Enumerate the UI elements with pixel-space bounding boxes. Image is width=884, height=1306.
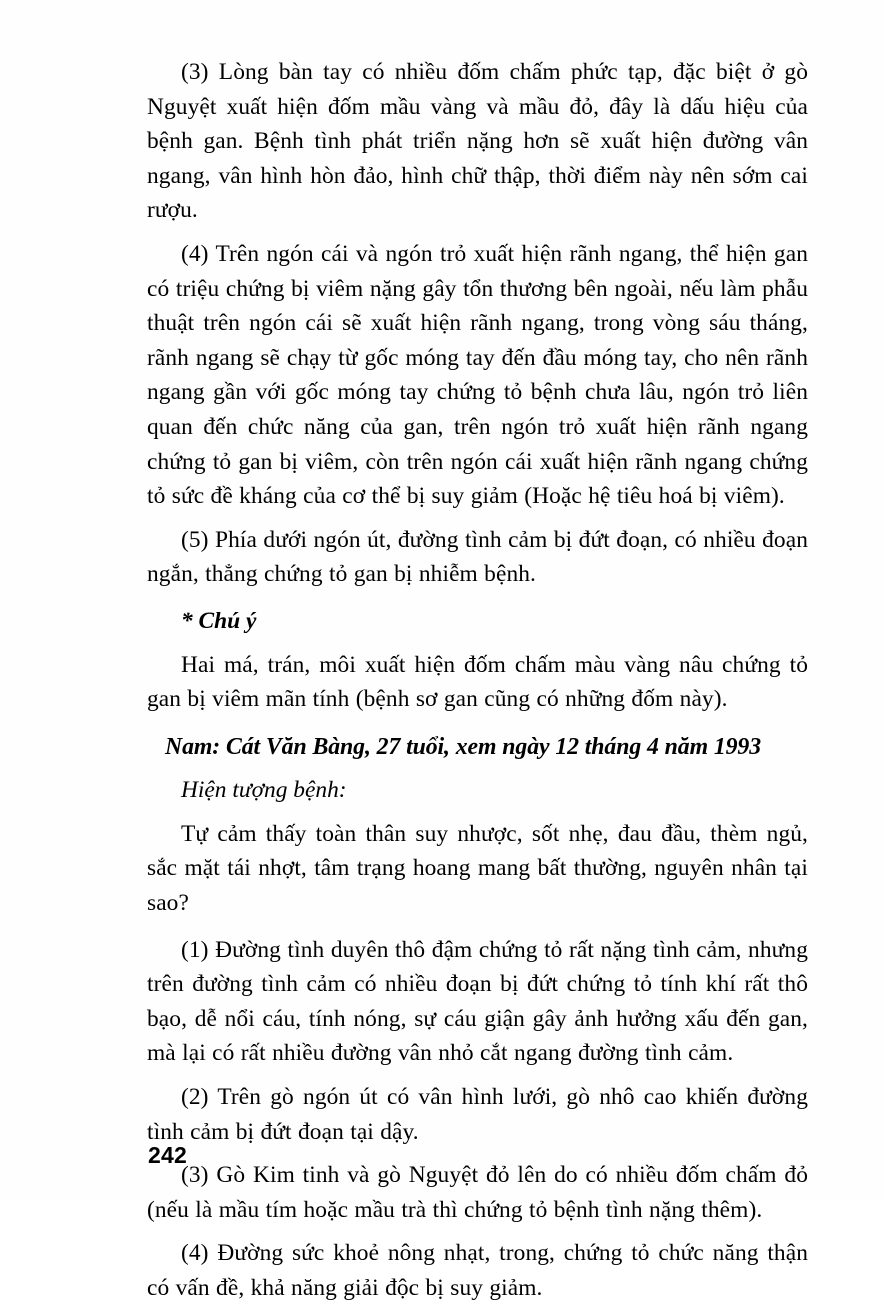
case-heading: Nam: Cát Văn Bàng, 27 tuổi, xem ngày 12 tháng 4 năm 1993 bbox=[165, 733, 762, 760]
page-number: 242 bbox=[148, 1142, 187, 1168]
case-intro-paragraph: Tự cảm thấy toàn thân suy nhược, sốt nhẹ, đau đầu, thèm ngủ, sắc mặt tái nhợt, tâm trạng hoang mang bất thường, nguyên nhân tại sao? bbox=[147, 820, 808, 917]
paragraph-3-upper: (3) Lòng bàn tay có nhiều đốm chấm phức tạp, đặc biệt ở gò Nguyệt xuất hiện đốm mầu vàng và mầu đỏ, đây là dấu hiệu của bệnh gan. Bệnh tình phát triển nặng hơn sẽ xuất hiện đường vân ngang, vân hình hòn đảo, hình chữ thập, thời điểm này nên sớm cai rượu. bbox=[147, 59, 808, 224]
note-paragraph: Hai má, trán, môi xuất hiện đốm chấm màu vàng nâu chứng tỏ gan bị viêm mãn tính (bệnh sơ gan cũng có những đốm này). bbox=[147, 651, 808, 713]
paragraph-3-lower: (3) Gò Kim tinh và gò Nguyệt đỏ lên do có nhiều đốm chấm đỏ (nếu là mầu tím hoặc mầu trà thì chứng tỏ bệnh tình nặng thêm). bbox=[147, 1162, 808, 1223]
paragraph-4-upper: (4) Trên ngón cái và ngón trỏ xuất hiện rãnh ngang, thể hiện gan có triệu chứng bị viêm nặng gây tổn thương bên ngoài, nếu làm phẫu thuật trên ngón cái sẽ xuất hiện rãnh ngang, trong vòng sáu tháng, rãnh ngang sẽ chạy từ gốc móng tay đến đầu móng tay, cho nên rãnh ngang gần với gốc móng tay chứng tỏ bệnh chưa lâu, ngón trỏ liên quan đến chức năng của gan, trên ngón trỏ xuất hiện rãnh ngang chứng tỏ gan bị viêm, còn trên ngón cái xuất hiện rãnh ngang chứng tỏ sức đề kháng của cơ thể bị suy giảm (Hoặc hệ tiêu hoá bị viêm). bbox=[147, 240, 808, 510]
case-subheading: Hiện tượng bệnh: bbox=[181, 777, 347, 804]
paragraph-2-lower: (2) Trên gò ngón út có vân hình lưới, gò nhô cao khiến đường tình cảm bị đứt đoạn tại dậy. bbox=[147, 1084, 808, 1145]
page-text-block bbox=[147, 55, 808, 1306]
paragraph-1-lower: (1) Đường tình duyên thô đậm chứng tỏ rất nặng tình cảm, nhưng trên đường tình cảm có nhiều đoạn bị đứt chứng tỏ tính khí rất thô bạo, dễ nổi cáu, tính nóng, sự cáu giận gây ảnh hưởng xấu đến gan, mà lại có rất nhiều đường vân nhỏ cắt ngang đường tình cảm. bbox=[147, 936, 808, 1067]
paragraph-4-lower: (4) Đường sức khoẻ nông nhạt, trong, chứng tỏ chức năng thận có vấn đề, khả năng giải độc bị suy giảm. bbox=[147, 1240, 808, 1301]
paragraph-5-upper: (5) Phía dưới ngón út, đường tình cảm bị đứt đoạn, có nhiều đoạn ngắn, thẳng chứng tỏ gan bị nhiễm bệnh. bbox=[147, 526, 808, 588]
note-heading: * Chú ý bbox=[181, 607, 257, 634]
